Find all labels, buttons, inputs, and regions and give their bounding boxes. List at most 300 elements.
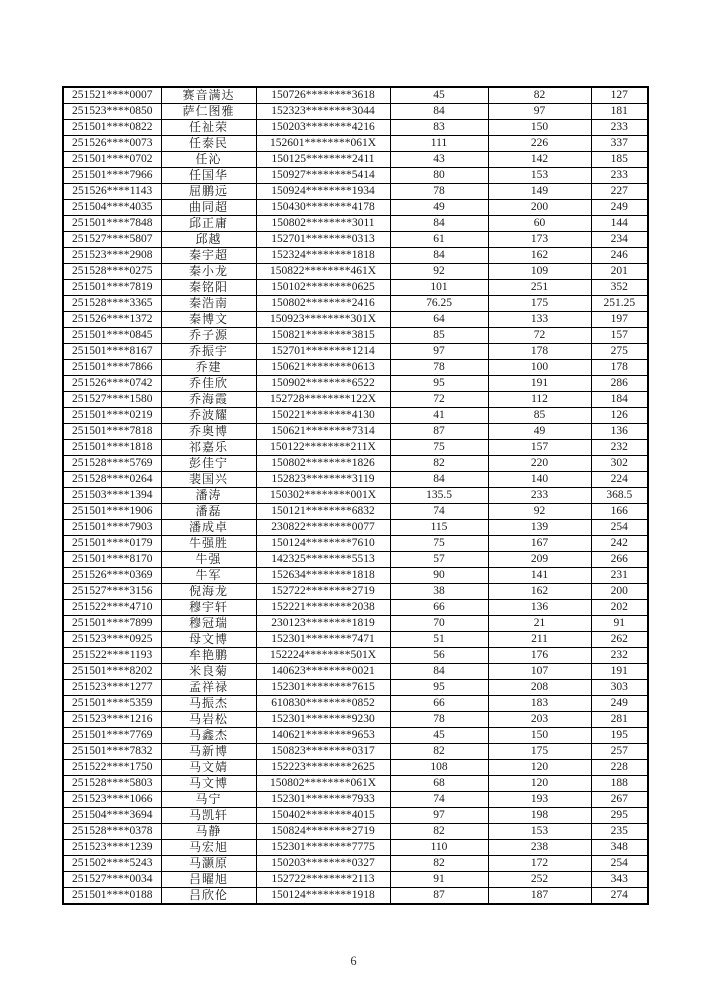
table-row: [63, 296, 648, 312]
name-cell: 乔奥博: [161, 424, 256, 440]
table-row: [63, 376, 648, 392]
registration-no-cell: 251501****7848: [63, 216, 161, 232]
table-row: [63, 104, 648, 120]
name-cell: 马振杰: [161, 696, 256, 712]
score1-cell: 45: [390, 87, 488, 104]
total-score-cell: 262: [591, 632, 648, 648]
table-row: [63, 776, 648, 792]
total-score-cell: 254: [591, 856, 648, 872]
id-number-cell: 150924********1934: [256, 184, 390, 200]
score1-cell: 80: [390, 168, 488, 184]
total-score-cell: 266: [591, 552, 648, 568]
name-cell: 牛军: [161, 568, 256, 584]
total-score-cell: 274: [591, 888, 648, 905]
score1-cell: 97: [390, 808, 488, 824]
name-cell: 穆冠瑞: [161, 616, 256, 632]
name-cell: 吕曜旭: [161, 872, 256, 888]
total-score-cell: 295: [591, 808, 648, 824]
registration-no-cell: 251527****0034: [63, 872, 161, 888]
registration-no-cell: 251503****1394: [63, 488, 161, 504]
table-row: [63, 600, 648, 616]
score2-cell: 226: [488, 136, 591, 152]
registration-no-cell: 251501****5359: [63, 696, 161, 712]
total-score-cell: 201: [591, 264, 648, 280]
score1-cell: 57: [390, 552, 488, 568]
registration-no-cell: 251501****7899: [63, 616, 161, 632]
registration-no-cell: 251528****3365: [63, 296, 161, 312]
registration-no-cell: 251523****1277: [63, 680, 161, 696]
registration-no-cell: 251501****8167: [63, 344, 161, 360]
id-number-cell: 150302********001X: [256, 488, 390, 504]
score1-cell: 51: [390, 632, 488, 648]
name-cell: 吕欣伦: [161, 888, 256, 905]
score1-cell: 85: [390, 328, 488, 344]
score1-cell: 56: [390, 648, 488, 664]
score1-cell: 38: [390, 584, 488, 600]
score2-cell: 141: [488, 568, 591, 584]
registration-no-cell: 251526****0369: [63, 568, 161, 584]
score1-cell: 84: [390, 104, 488, 120]
registration-no-cell: 251528****5803: [63, 776, 161, 792]
id-number-cell: 150726********3618: [256, 87, 390, 104]
registration-no-cell: 251526****1143: [63, 184, 161, 200]
name-cell: 乔海霞: [161, 392, 256, 408]
id-number-cell: 150125********2411: [256, 152, 390, 168]
score1-cell: 84: [390, 248, 488, 264]
total-score-cell: 136: [591, 424, 648, 440]
registration-no-cell: 251528****0264: [63, 472, 161, 488]
score1-cell: 68: [390, 776, 488, 792]
score2-cell: 203: [488, 712, 591, 728]
score2-cell: 153: [488, 168, 591, 184]
total-score-cell: 191: [591, 664, 648, 680]
score2-cell: 120: [488, 760, 591, 776]
total-score-cell: 185: [591, 152, 648, 168]
registration-no-cell: 251521****0007: [63, 87, 161, 104]
table-row: [63, 232, 648, 248]
total-score-cell: 200: [591, 584, 648, 600]
table-row: [63, 840, 648, 856]
total-score-cell: 91: [591, 616, 648, 632]
table-row: [63, 424, 648, 440]
total-score-cell: 303: [591, 680, 648, 696]
table-row: [63, 760, 648, 776]
name-cell: 马文博: [161, 776, 256, 792]
score1-cell: 95: [390, 680, 488, 696]
score1-cell: 84: [390, 216, 488, 232]
id-number-cell: 150621********0613: [256, 360, 390, 376]
name-cell: 米良菊: [161, 664, 256, 680]
id-number-cell: 152301********7775: [256, 840, 390, 856]
name-cell: 乔波耀: [161, 408, 256, 424]
score1-cell: 41: [390, 408, 488, 424]
name-cell: 曲同超: [161, 200, 256, 216]
table-row: [63, 888, 648, 905]
score2-cell: 187: [488, 888, 591, 905]
total-score-cell: 227: [591, 184, 648, 200]
score2-cell: 178: [488, 344, 591, 360]
table-row: [63, 584, 648, 600]
table-row: [63, 392, 648, 408]
registration-no-cell: 251501****0822: [63, 120, 161, 136]
total-score-cell: 234: [591, 232, 648, 248]
table-row: [63, 552, 648, 568]
score1-cell: 70: [390, 616, 488, 632]
name-cell: 穆宇轩: [161, 600, 256, 616]
id-number-cell: 150621********7314: [256, 424, 390, 440]
name-cell: 孟祥禄: [161, 680, 256, 696]
total-score-cell: 181: [591, 104, 648, 120]
score2-cell: 220: [488, 456, 591, 472]
score1-cell: 90: [390, 568, 488, 584]
score1-cell: 84: [390, 472, 488, 488]
name-cell: 马新博: [161, 744, 256, 760]
total-score-cell: 249: [591, 200, 648, 216]
score2-cell: 233: [488, 488, 591, 504]
total-score-cell: 267: [591, 792, 648, 808]
score1-cell: 84: [390, 664, 488, 680]
score2-cell: 60: [488, 216, 591, 232]
score2-cell: 97: [488, 104, 591, 120]
id-number-cell: 150203********0327: [256, 856, 390, 872]
id-number-cell: 152224********501X: [256, 648, 390, 664]
table-row: [63, 280, 648, 296]
table-row: [63, 744, 648, 760]
score1-cell: 87: [390, 424, 488, 440]
score2-cell: 72: [488, 328, 591, 344]
id-number-cell: 142325********5513: [256, 552, 390, 568]
total-score-cell: 157: [591, 328, 648, 344]
score2-cell: 150: [488, 120, 591, 136]
total-score-cell: 257: [591, 744, 648, 760]
total-score-cell: 246: [591, 248, 648, 264]
table-row: [63, 728, 648, 744]
score1-cell: 76.25: [390, 296, 488, 312]
score2-cell: 162: [488, 584, 591, 600]
name-cell: 萨仁图雅: [161, 104, 256, 120]
registration-no-cell: 251526****0742: [63, 376, 161, 392]
id-number-cell: 152323********3044: [256, 104, 390, 120]
score2-cell: 100: [488, 360, 591, 376]
total-score-cell: 224: [591, 472, 648, 488]
score2-cell: 82: [488, 87, 591, 104]
score2-cell: 172: [488, 856, 591, 872]
table-row: [63, 616, 648, 632]
name-cell: 马凯轩: [161, 808, 256, 824]
score2-cell: 139: [488, 520, 591, 536]
registration-no-cell: 251504****4035: [63, 200, 161, 216]
score2-cell: 149: [488, 184, 591, 200]
registration-no-cell: 251501****0702: [63, 152, 161, 168]
registration-no-cell: 251501****7966: [63, 168, 161, 184]
total-score-cell: 197: [591, 312, 648, 328]
id-number-cell: 152722********2113: [256, 872, 390, 888]
name-cell: 任国华: [161, 168, 256, 184]
name-cell: 邱正庸: [161, 216, 256, 232]
id-number-cell: 150402********4015: [256, 808, 390, 824]
score2-cell: 120: [488, 776, 591, 792]
total-score-cell: 228: [591, 760, 648, 776]
score2-cell: 238: [488, 840, 591, 856]
score2-cell: 183: [488, 696, 591, 712]
table-row: [63, 520, 648, 536]
total-score-cell: 126: [591, 408, 648, 424]
table-row: [63, 248, 648, 264]
score2-cell: 251: [488, 280, 591, 296]
total-score-cell: 166: [591, 504, 648, 520]
score2-cell: 252: [488, 872, 591, 888]
registration-no-cell: 251526****0073: [63, 136, 161, 152]
name-cell: 马静: [161, 824, 256, 840]
registration-no-cell: 251527****5807: [63, 232, 161, 248]
score2-cell: 193: [488, 792, 591, 808]
id-number-cell: 150923********301X: [256, 312, 390, 328]
table-row: [63, 632, 648, 648]
score2-cell: 85: [488, 408, 591, 424]
score1-cell: 82: [390, 824, 488, 840]
registration-no-cell: 251501****0845: [63, 328, 161, 344]
id-number-cell: 152301********7615: [256, 680, 390, 696]
table-row: [63, 360, 648, 376]
table-row: [63, 568, 648, 584]
score2-cell: 21: [488, 616, 591, 632]
registration-no-cell: 251501****7819: [63, 280, 161, 296]
id-number-cell: 150203********4216: [256, 120, 390, 136]
table-row: [63, 87, 648, 104]
total-score-cell: 178: [591, 360, 648, 376]
total-score-cell: 195: [591, 728, 648, 744]
name-cell: 屈鹏远: [161, 184, 256, 200]
score1-cell: 78: [390, 712, 488, 728]
id-number-cell: 150102********0625: [256, 280, 390, 296]
registration-no-cell: 251501****0188: [63, 888, 161, 905]
score2-cell: 140: [488, 472, 591, 488]
id-number-cell: 152301********9230: [256, 712, 390, 728]
score2-cell: 153: [488, 824, 591, 840]
id-number-cell: 150927********5414: [256, 168, 390, 184]
score2-cell: 176: [488, 648, 591, 664]
score1-cell: 83: [390, 120, 488, 136]
name-cell: 任沁: [161, 152, 256, 168]
id-number-cell: 230822********0077: [256, 520, 390, 536]
name-cell: 赛音满达: [161, 87, 256, 104]
score2-cell: 211: [488, 632, 591, 648]
table-row: [63, 168, 648, 184]
id-number-cell: 152324********1818: [256, 248, 390, 264]
score2-cell: 49: [488, 424, 591, 440]
name-cell: 秦铭阳: [161, 280, 256, 296]
total-score-cell: 231: [591, 568, 648, 584]
id-number-cell: 150821********3815: [256, 328, 390, 344]
total-score-cell: 348: [591, 840, 648, 856]
total-score-cell: 352: [591, 280, 648, 296]
name-cell: 母文博: [161, 632, 256, 648]
registration-no-cell: 251501****0179: [63, 536, 161, 552]
total-score-cell: 254: [591, 520, 648, 536]
name-cell: 乔振宇: [161, 344, 256, 360]
table-row: [63, 536, 648, 552]
registration-no-cell: 251501****7832: [63, 744, 161, 760]
total-score-cell: 232: [591, 440, 648, 456]
id-number-cell: 140623********0021: [256, 664, 390, 680]
table-row: [63, 648, 648, 664]
score1-cell: 111: [390, 136, 488, 152]
registration-no-cell: 251526****1372: [63, 312, 161, 328]
registration-no-cell: 251501****1906: [63, 504, 161, 520]
score2-cell: 200: [488, 200, 591, 216]
score1-cell: 95: [390, 376, 488, 392]
total-score-cell: 144: [591, 216, 648, 232]
id-number-cell: 152728********122X: [256, 392, 390, 408]
score1-cell: 101: [390, 280, 488, 296]
score1-cell: 92: [390, 264, 488, 280]
score1-cell: 108: [390, 760, 488, 776]
id-number-cell: 152601********061X: [256, 136, 390, 152]
table-row: [63, 440, 648, 456]
name-cell: 牛强胜: [161, 536, 256, 552]
score2-cell: 208: [488, 680, 591, 696]
table-row: [63, 504, 648, 520]
score1-cell: 82: [390, 856, 488, 872]
table-row: [63, 856, 648, 872]
score1-cell: 43: [390, 152, 488, 168]
total-score-cell: 188: [591, 776, 648, 792]
total-score-cell: 184: [591, 392, 648, 408]
registration-no-cell: 251504****3694: [63, 808, 161, 824]
total-score-cell: 251.25: [591, 296, 648, 312]
id-number-cell: 152221********2038: [256, 600, 390, 616]
total-score-cell: 235: [591, 824, 648, 840]
id-number-cell: 150124********7610: [256, 536, 390, 552]
id-number-cell: 150822********461X: [256, 264, 390, 280]
score2-cell: 136: [488, 600, 591, 616]
name-cell: 彭佳宁: [161, 456, 256, 472]
id-number-cell: 150430********4178: [256, 200, 390, 216]
registration-no-cell: 251501****7818: [63, 424, 161, 440]
score1-cell: 87: [390, 888, 488, 905]
id-number-cell: 152301********7933: [256, 792, 390, 808]
score1-cell: 78: [390, 184, 488, 200]
registration-no-cell: 251528****5769: [63, 456, 161, 472]
registration-no-cell: 251523****1216: [63, 712, 161, 728]
registration-no-cell: 251523****2908: [63, 248, 161, 264]
score1-cell: 72: [390, 392, 488, 408]
total-score-cell: 249: [591, 696, 648, 712]
name-cell: 秦宇超: [161, 248, 256, 264]
score1-cell: 45: [390, 728, 488, 744]
table-row: [63, 792, 648, 808]
id-number-cell: 150802********3011: [256, 216, 390, 232]
score2-cell: 175: [488, 744, 591, 760]
score1-cell: 74: [390, 792, 488, 808]
score2-cell: 209: [488, 552, 591, 568]
name-cell: 乔佳欣: [161, 376, 256, 392]
id-number-cell: 150823********0317: [256, 744, 390, 760]
registration-no-cell: 251501****7769: [63, 728, 161, 744]
table-row: [63, 824, 648, 840]
registration-no-cell: 251501****7903: [63, 520, 161, 536]
name-cell: 任祉荣: [161, 120, 256, 136]
total-score-cell: 242: [591, 536, 648, 552]
total-score-cell: 202: [591, 600, 648, 616]
name-cell: 秦博文: [161, 312, 256, 328]
table-row: [63, 264, 648, 280]
name-cell: 马宏旭: [161, 840, 256, 856]
id-number-cell: 152701********1214: [256, 344, 390, 360]
score1-cell: 78: [390, 360, 488, 376]
name-cell: 马灏原: [161, 856, 256, 872]
score1-cell: 75: [390, 536, 488, 552]
table-row: [63, 408, 648, 424]
id-number-cell: 152223********2625: [256, 760, 390, 776]
name-cell: 潘磊: [161, 504, 256, 520]
id-number-cell: 152301********7471: [256, 632, 390, 648]
name-cell: 牟艳鹏: [161, 648, 256, 664]
table-row: [63, 120, 648, 136]
id-number-cell: 140621********9653: [256, 728, 390, 744]
score2-cell: 109: [488, 264, 591, 280]
id-number-cell: 152823********3119: [256, 472, 390, 488]
name-cell: 乔建: [161, 360, 256, 376]
id-number-cell: 230123********1819: [256, 616, 390, 632]
total-score-cell: 343: [591, 872, 648, 888]
table-row: [63, 312, 648, 328]
name-cell: 祁嘉乐: [161, 440, 256, 456]
registration-no-cell: 251522****1750: [63, 760, 161, 776]
table-row: [63, 808, 648, 824]
table-row: [63, 472, 648, 488]
table-row: [63, 664, 648, 680]
page-number: 6: [350, 954, 357, 968]
registration-no-cell: 251527****1580: [63, 392, 161, 408]
score2-cell: 150: [488, 728, 591, 744]
table-row: [63, 200, 648, 216]
total-score-cell: 127: [591, 87, 648, 104]
score2-cell: 112: [488, 392, 591, 408]
name-cell: 马宁: [161, 792, 256, 808]
name-cell: 潘成卓: [161, 520, 256, 536]
registration-no-cell: 251501****7866: [63, 360, 161, 376]
registration-no-cell: 251527****3156: [63, 584, 161, 600]
registration-no-cell: 251501****8170: [63, 552, 161, 568]
score1-cell: 82: [390, 456, 488, 472]
name-cell: 马岩松: [161, 712, 256, 728]
registration-no-cell: 251523****0925: [63, 632, 161, 648]
id-number-cell: 150121********6832: [256, 504, 390, 520]
score2-cell: 173: [488, 232, 591, 248]
total-score-cell: 286: [591, 376, 648, 392]
score1-cell: 49: [390, 200, 488, 216]
registration-no-cell: 251523****1066: [63, 792, 161, 808]
table-row: [63, 488, 648, 504]
total-score-cell: 233: [591, 120, 648, 136]
registration-no-cell: 251523****1239: [63, 840, 161, 856]
score1-cell: 75: [390, 440, 488, 456]
table-row: [63, 872, 648, 888]
score2-cell: 107: [488, 664, 591, 680]
registration-no-cell: 251501****1818: [63, 440, 161, 456]
score2-cell: 133: [488, 312, 591, 328]
id-number-cell: 150902********6522: [256, 376, 390, 392]
registration-no-cell: 251528****0275: [63, 264, 161, 280]
name-cell: 马鑫杰: [161, 728, 256, 744]
score2-cell: 142: [488, 152, 591, 168]
registration-no-cell: 251528****0378: [63, 824, 161, 840]
registration-no-cell: 251523****0850: [63, 104, 161, 120]
id-number-cell: 152634********1818: [256, 568, 390, 584]
name-cell: 裴国兴: [161, 472, 256, 488]
score1-cell: 91: [390, 872, 488, 888]
